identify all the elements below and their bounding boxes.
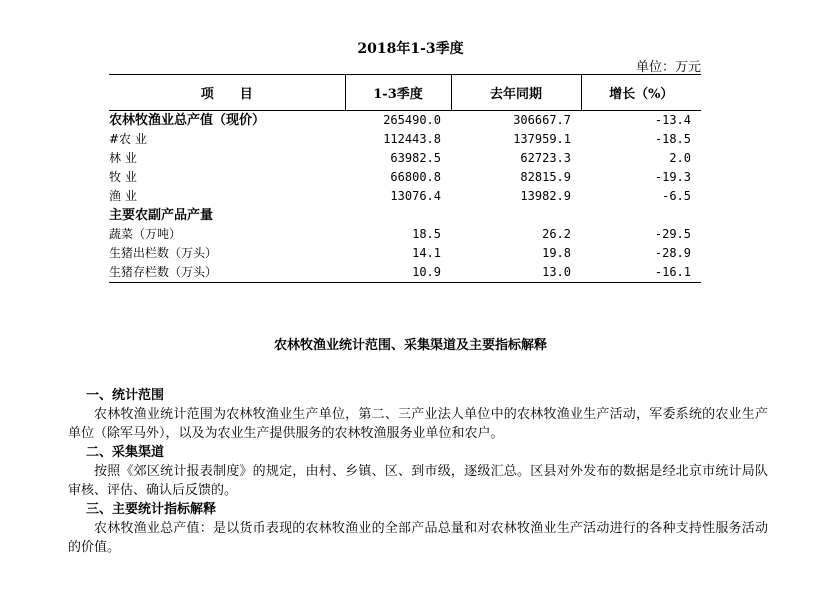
heading-indicators: 三、主要统计指标解释	[86, 502, 217, 517]
table-row	[109, 187, 701, 206]
row-label: 生猪出栏数（万头）	[109, 246, 218, 260]
row-label: #农 业	[109, 132, 147, 146]
table-row	[109, 225, 701, 244]
cell-period: 265490.0	[383, 113, 441, 127]
row-label: 生猪存栏数（万头）	[109, 263, 345, 283]
cell-period: 18.5	[412, 227, 441, 241]
column-header-item: 项 目	[109, 75, 345, 111]
paragraph-scope: 农林牧渔业统计范围为农林牧渔业生产单位，第二、三产业法人单位中的农林牧渔业生产活动，军委系统的农业生产单位（除军马外），以及为农业生产提供服务的农林牧渔服务业单位和农户。	[68, 407, 768, 441]
cell-growth: -18.5	[654, 132, 691, 146]
cell-last-year: 19.8	[542, 246, 571, 260]
table-row	[109, 130, 701, 149]
table-row	[109, 168, 701, 187]
row-label: 农林牧渔业总产值（现价）	[109, 113, 266, 128]
paragraph-channel: 按照《郊区统计报表制度》的规定，由村、乡镇、区、到市级，逐级汇总。区县对外发布的数据是经北京市统计局队审核、评估、确认后反馈的。	[68, 464, 768, 498]
cell-period	[345, 206, 451, 225]
cell-period: 63982.5	[390, 151, 441, 165]
column-header-growth: 增长（%）	[581, 75, 701, 111]
cell-growth: -13.4	[654, 113, 691, 127]
table-row	[109, 206, 701, 225]
cell-period: 112443.8	[383, 132, 441, 146]
row-label: 主要农副产品产量	[109, 208, 214, 223]
cell-last-year: 306667.7	[513, 113, 571, 127]
column-header-last-year: 去年同期	[451, 75, 581, 111]
unit-label: 单位：万元	[635, 60, 701, 75]
cell-last-year: 62723.3	[520, 151, 571, 165]
cell-growth	[581, 206, 701, 225]
cell-last-year: 13.0	[451, 263, 581, 283]
cell-growth: -16.1	[581, 263, 701, 283]
table-header-row	[109, 75, 701, 111]
column-header-period: 1-3季度	[345, 75, 451, 111]
cell-growth: -28.9	[654, 246, 691, 260]
cell-period: 66800.8	[390, 170, 441, 184]
row-label: 林 业	[109, 151, 137, 165]
cell-last-year: 137959.1	[513, 132, 571, 146]
table-row	[109, 244, 701, 263]
cell-last-year	[451, 206, 581, 225]
statistics-table	[109, 74, 701, 283]
cell-growth: -29.5	[654, 227, 691, 241]
table-title: 2018年1-3季度	[357, 41, 464, 57]
row-label: 渔 业	[109, 189, 137, 203]
cell-growth: 2.0	[669, 151, 691, 165]
cell-period: 13076.4	[390, 189, 441, 203]
paragraph-indicators: 农林牧渔业总产值：是以货币表现的农林牧渔业的全部产品总量和对农林牧渔业生产活动进行的各种支持性服务活动的价值。	[68, 521, 768, 555]
cell-period: 14.1	[412, 246, 441, 260]
row-label: 牧 业	[109, 170, 137, 184]
cell-last-year: 82815.9	[520, 170, 571, 184]
heading-channel: 二、采集渠道	[86, 445, 165, 460]
explanation-block	[68, 386, 768, 557]
heading-scope: 一、统计范围	[86, 388, 165, 403]
table-row	[109, 263, 701, 283]
row-label: 蔬菜（万吨）	[109, 227, 182, 241]
cell-period: 10.9	[345, 263, 451, 283]
table-row	[109, 111, 701, 131]
section-title: 农林牧渔业统计范围、采集渠道及主要指标解释	[273, 338, 547, 353]
cell-growth: -6.5	[662, 189, 691, 203]
cell-growth: -19.3	[654, 170, 691, 184]
cell-last-year: 26.2	[542, 227, 571, 241]
cell-last-year: 13982.9	[520, 189, 571, 203]
table-row	[109, 149, 701, 168]
